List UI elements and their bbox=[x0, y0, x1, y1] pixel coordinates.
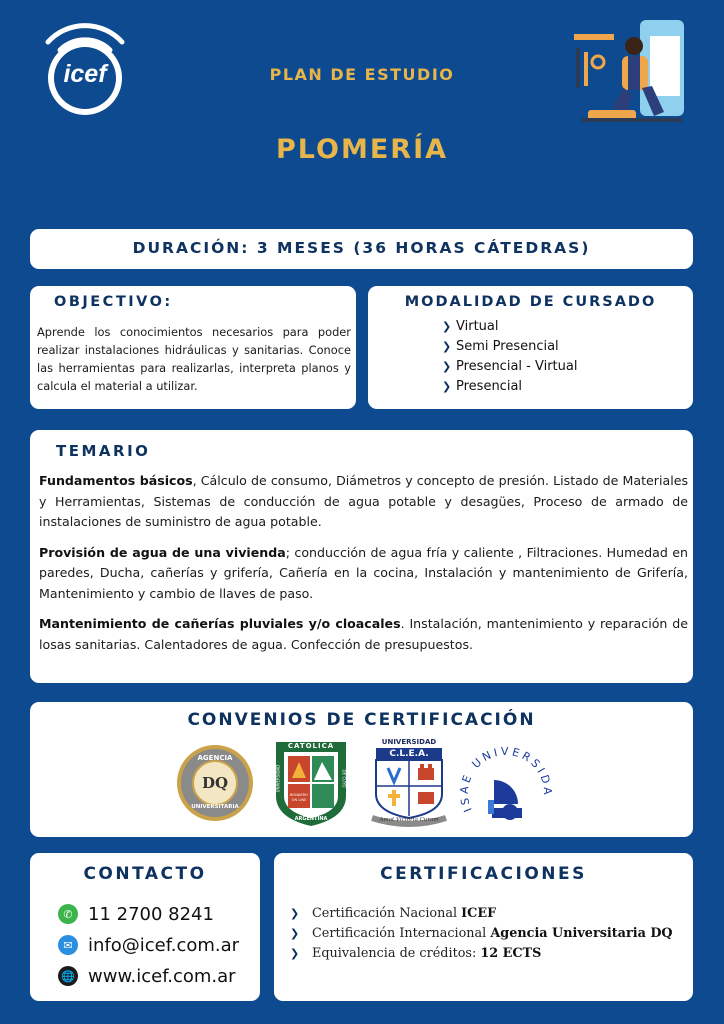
email-icon: ✉ bbox=[58, 935, 78, 955]
modalidad-item: ❯ Presencial bbox=[442, 377, 577, 397]
certificaciones-title: CERTIFICACIONES bbox=[380, 864, 587, 884]
catolica-cuyo-logo: CATOLICA BONAERO ON LINE UNIVERSIDAD DE CUYO ARGENTINA bbox=[274, 740, 348, 828]
modalidad-item: ❯ Virtual bbox=[442, 317, 577, 337]
convenios-card bbox=[30, 702, 693, 837]
email-link[interactable]: info@icef.com.ar bbox=[88, 934, 240, 956]
objective-title: OBJECTIVO: bbox=[54, 294, 173, 310]
temario-item: Mantenimiento de cañerías pluviales y/o cloacales. Instalación, mantenimiento y reparación de losas sanitarias. Calentadores de agua. Confección de presupuestos. bbox=[39, 616, 688, 652]
temario-card bbox=[30, 430, 693, 683]
cert-item: ❯ Equivalencia de créditos: 12 ECTS bbox=[290, 944, 673, 964]
isae-universidad-logo bbox=[458, 738, 554, 828]
page-title: PLOMERÍA bbox=[275, 134, 449, 165]
contacto-card bbox=[30, 853, 260, 1001]
temario-item: Fundamentos básicos, Cálculo de consumo, Diámetros y concepto de presión. Listado de Materiales y Herramientas, Sistemas de conducción de agua potable y desagües, Proceso de armado de instalaciones de suministro de agua potable. bbox=[39, 473, 689, 529]
duration-text: DURACIÓN: 3 MESES (36 HORAS CÁTEDRAS) bbox=[132, 239, 591, 257]
cert-item: ❯ Certificación Nacional ICEF bbox=[290, 904, 673, 924]
web-row[interactable] bbox=[58, 961, 236, 991]
plumber-illustration bbox=[568, 14, 696, 130]
modalidad-card bbox=[368, 286, 693, 409]
chevron-right-icon: ❯ bbox=[442, 380, 452, 393]
globe-icon: 🌐 bbox=[58, 966, 78, 986]
chevron-right-icon: ❯ bbox=[442, 360, 452, 373]
contacto-title: CONTACTO bbox=[83, 864, 207, 884]
agencia-dq-logo: AGENCIA DQ UNIVERSITARIA bbox=[176, 742, 254, 824]
certificaciones-list bbox=[290, 904, 673, 964]
logo-text: icef bbox=[63, 60, 107, 88]
icef-logo bbox=[30, 12, 140, 117]
plan-subtitle: PLAN DE ESTUDIO bbox=[269, 65, 455, 84]
chevron-right-icon: ❯ bbox=[290, 907, 300, 920]
cert-item: ❯ Certificación Internacional Agencia Universitaria DQ bbox=[290, 924, 673, 944]
phone-row[interactable] bbox=[58, 899, 214, 929]
temario-title: TEMARIO bbox=[56, 442, 151, 460]
chevron-right-icon: ❯ bbox=[442, 340, 452, 353]
chevron-right-icon: ❯ bbox=[290, 927, 300, 940]
whatsapp-icon: ✆ bbox=[58, 904, 78, 924]
clea-logo: UNIVERSIDAD C.L.E.A. Amat Victoria Curam bbox=[368, 738, 450, 828]
modalidad-item: ❯ Presencial - Virtual bbox=[442, 357, 577, 377]
web-link[interactable]: www.icef.com.ar bbox=[88, 965, 236, 987]
modalidad-list bbox=[442, 317, 577, 397]
objective-body: Aprende los conocimientos necesarios para poder realizar instalaciones hidráulicas y sanitarias. Conoce las herramientas para realizarlas, interpreta planos y calcula el material a utilizar. bbox=[37, 325, 351, 393]
objective-card bbox=[30, 286, 356, 409]
modalidad-title: MODALIDAD DE CURSADO bbox=[404, 294, 657, 310]
modalidad-item: ❯ Semi Presencial bbox=[442, 337, 577, 357]
chevron-right-icon: ❯ bbox=[290, 947, 300, 960]
convenios-title: CONVENIOS DE CERTIFICACIÓN bbox=[187, 710, 536, 730]
certificaciones-card bbox=[274, 853, 693, 1001]
temario-item: Provisión de agua de una vivienda; conducción de agua fría y caliente , Filtraciones. Humedad en paredes, Ducha, cañerías y grifería, Cañería en la cocina, Instalación y mantenimiento de Grifería, Mantenimiento y cambio de llaves de paso. bbox=[39, 544, 688, 601]
phone-number[interactable]: 11 2700 8241 bbox=[88, 903, 214, 925]
duration-card bbox=[30, 229, 693, 269]
chevron-right-icon: ❯ bbox=[442, 320, 452, 333]
email-row[interactable] bbox=[58, 930, 239, 960]
svg-text:ISAE UNIVERSIDAD: ISAE UNIVERSIDA bbox=[458, 745, 554, 814]
